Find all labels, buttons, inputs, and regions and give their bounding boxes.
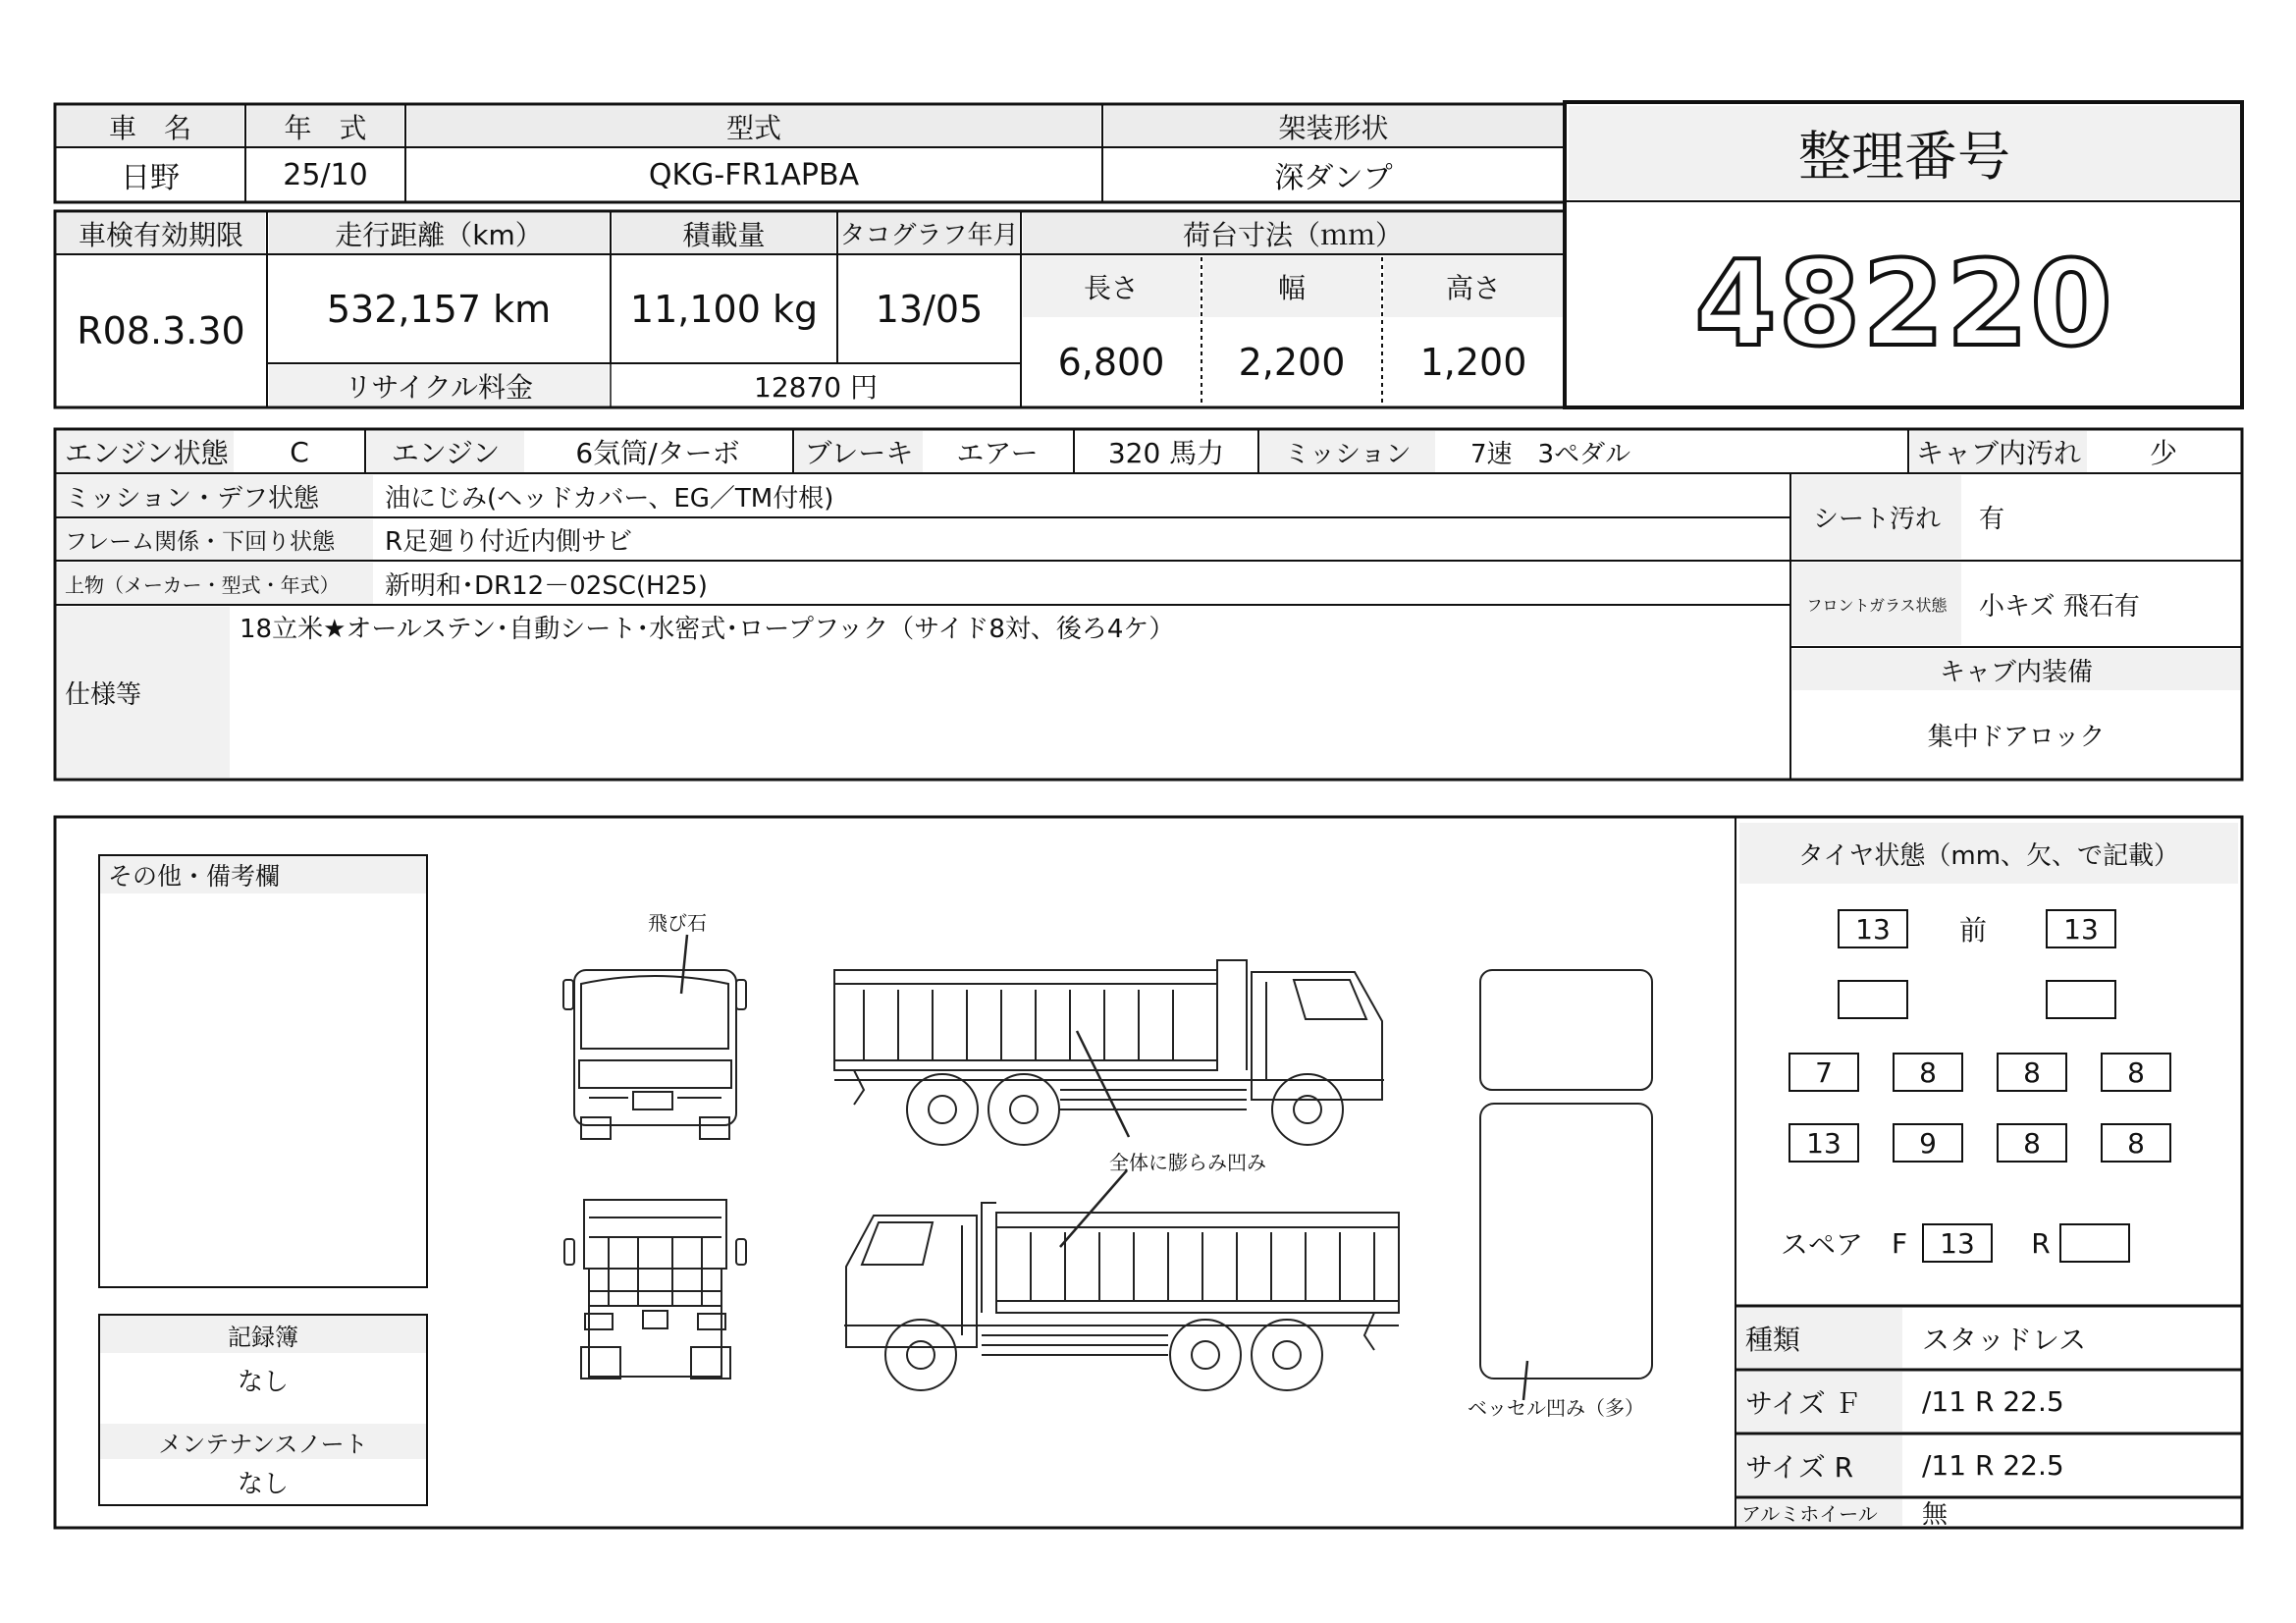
spare-r-label: R <box>2031 1226 2051 1260</box>
engine-state-label: エンジン状態 <box>57 431 234 472</box>
upper-value: 新明和･DR12－02SC(H25) <box>385 570 708 601</box>
recycle-value: 12870 円 <box>754 370 878 404</box>
vehicle-model: QKG-FR1APBA <box>648 157 860 192</box>
bed-width-value: 2,200 <box>1238 341 1346 384</box>
truck-front-view <box>563 970 746 1139</box>
truck-rear-view <box>564 1200 746 1379</box>
tire-row4-4: 8 <box>2101 1123 2171 1163</box>
tire-mid-right <box>2046 980 2116 1019</box>
note-vessel-dent: ベッセル凹み（多） <box>1468 1395 1644 1420</box>
brake-label: ブレーキ <box>795 431 923 472</box>
spare-f-label: F <box>1891 1226 1908 1260</box>
body-label: 架装形状 <box>1104 106 1563 146</box>
tire-size-f-value: /11 R 22.5 <box>1922 1385 2064 1418</box>
tire-size-r-value: /11 R 22.5 <box>1922 1449 2064 1482</box>
bed-length-label: 長さ <box>1023 256 1200 317</box>
other-label: その他・備考欄 <box>100 856 426 893</box>
tire-mid-left <box>1838 980 1908 1019</box>
spare-r-value <box>2059 1223 2130 1263</box>
upper-label: 上物（メーカー・型式・年式） <box>57 563 373 604</box>
year-label: 年 式 <box>247 106 403 146</box>
spare-label: スペア <box>1780 1228 1863 1261</box>
vehicle-body: 深ダンプ <box>1274 161 1393 195</box>
spec-label: 仕様等 <box>65 679 142 710</box>
seat-value: 有 <box>1979 505 2005 534</box>
glass-value: 小キズ 飛石有 <box>1979 591 2140 622</box>
maint-value: なし <box>237 1469 289 1499</box>
engine-state-value: C <box>290 435 309 468</box>
reg-label: 整理番号 <box>1569 106 2240 199</box>
tire-front-label: 前 <box>1958 914 1987 947</box>
vehicle-name: 日野 <box>121 161 180 195</box>
equip-label: キャブ内装備 <box>1792 649 2240 690</box>
mission-value: 7速 3ペダル <box>1470 439 1631 469</box>
tire-type-label: 種類 <box>1737 1308 1902 1368</box>
spec-value: 18立米★オールステン･自動シート･水密式･ロープフック（サイド8対、後ろ4ケ） <box>240 615 1175 644</box>
glass-label: フロントガラス状態 <box>1792 563 1961 645</box>
maint-label: メンテナンスノート <box>100 1424 426 1459</box>
inspection-label: 車検有効期限 <box>57 213 265 253</box>
seat-label: シート汚れ <box>1792 475 1961 559</box>
note-stone-chip: 飛び石 <box>648 910 707 935</box>
tire-row3-1: 7 <box>1789 1053 1859 1092</box>
load-label: 積載量 <box>613 213 835 253</box>
record-label: 記録簿 <box>100 1316 426 1353</box>
engine-value: 6気筒/ターボ <box>575 437 740 469</box>
cab-dirt-value: 少 <box>2149 437 2177 469</box>
model-label: 型式 <box>407 106 1100 146</box>
tire-front-left: 13 <box>1838 909 1908 948</box>
alumi-value: 無 <box>1922 1500 1949 1530</box>
diff-value: 油にじみ(ヘッドカバー、EG／TM付根) <box>385 483 834 514</box>
truck-side-view-right <box>834 960 1384 1145</box>
diff-label: ミッション・デフ状態 <box>57 475 373 516</box>
name-label: 車 名 <box>57 106 243 146</box>
alumi-label: アルミホイール <box>1737 1499 1902 1526</box>
tire-type-value: スタッドレス <box>1922 1323 2087 1356</box>
inspection-value: R08.3.30 <box>77 309 245 352</box>
frame-value: R足廻り付近内側サビ <box>385 527 633 557</box>
tire-title: タイヤ状態（mm、欠、で記載） <box>1739 823 2238 884</box>
mileage-value: 532,157 km <box>326 287 552 331</box>
bed-height-value: 1,200 <box>1419 341 1527 384</box>
bed-width-label: 幅 <box>1203 256 1380 317</box>
tacho-label: タコグラフ年月 <box>839 213 1019 253</box>
mission-label: ミッション <box>1260 431 1435 472</box>
power-value: 320 馬力 <box>1107 437 1225 469</box>
tire-row4-1: 13 <box>1789 1123 1859 1163</box>
truck-side-view-left <box>844 1203 1399 1390</box>
bed-length-value: 6,800 <box>1057 341 1165 384</box>
tire-row3-3: 8 <box>1997 1053 2067 1092</box>
engine-label: エンジン <box>367 431 524 472</box>
tire-row3-2: 8 <box>1893 1053 1963 1092</box>
frame-label: フレーム関係・下回り状態 <box>57 519 373 560</box>
vehicle-year: 25/10 <box>283 157 368 192</box>
load-value: 11,100 kg <box>629 287 819 331</box>
equip-value: 集中ドアロック <box>1927 723 2106 752</box>
mileage-label: 走行距離（km） <box>269 213 609 253</box>
cab-dirt-label: キャブ内汚れ <box>1910 431 2087 472</box>
recycle-label: リサイクル料金 <box>269 365 609 406</box>
bed-label: 荷台寸法（ｍｍ） <box>1023 213 1563 253</box>
tire-row4-3: 8 <box>1997 1123 2067 1163</box>
note-overall-dent: 全体に膨らみ凹み <box>1109 1150 1266 1174</box>
tire-row3-4: 8 <box>2101 1053 2171 1092</box>
spare-f-value: 13 <box>1922 1223 1993 1263</box>
truck-top-view <box>1480 970 1652 1379</box>
tire-row4-2: 9 <box>1893 1123 1963 1163</box>
tire-size-r-label: サイズ R <box>1737 1435 1902 1495</box>
record-value: なし <box>237 1367 289 1397</box>
tacho-value: 13/05 <box>875 287 984 331</box>
reg-number: 48220 <box>1694 237 2114 373</box>
tire-size-f-label: サイズ Ｆ <box>1737 1372 1902 1432</box>
bed-height-label: 高さ <box>1384 256 1563 317</box>
brake-value: エアー <box>956 437 1039 469</box>
tire-front-right: 13 <box>2046 909 2116 948</box>
